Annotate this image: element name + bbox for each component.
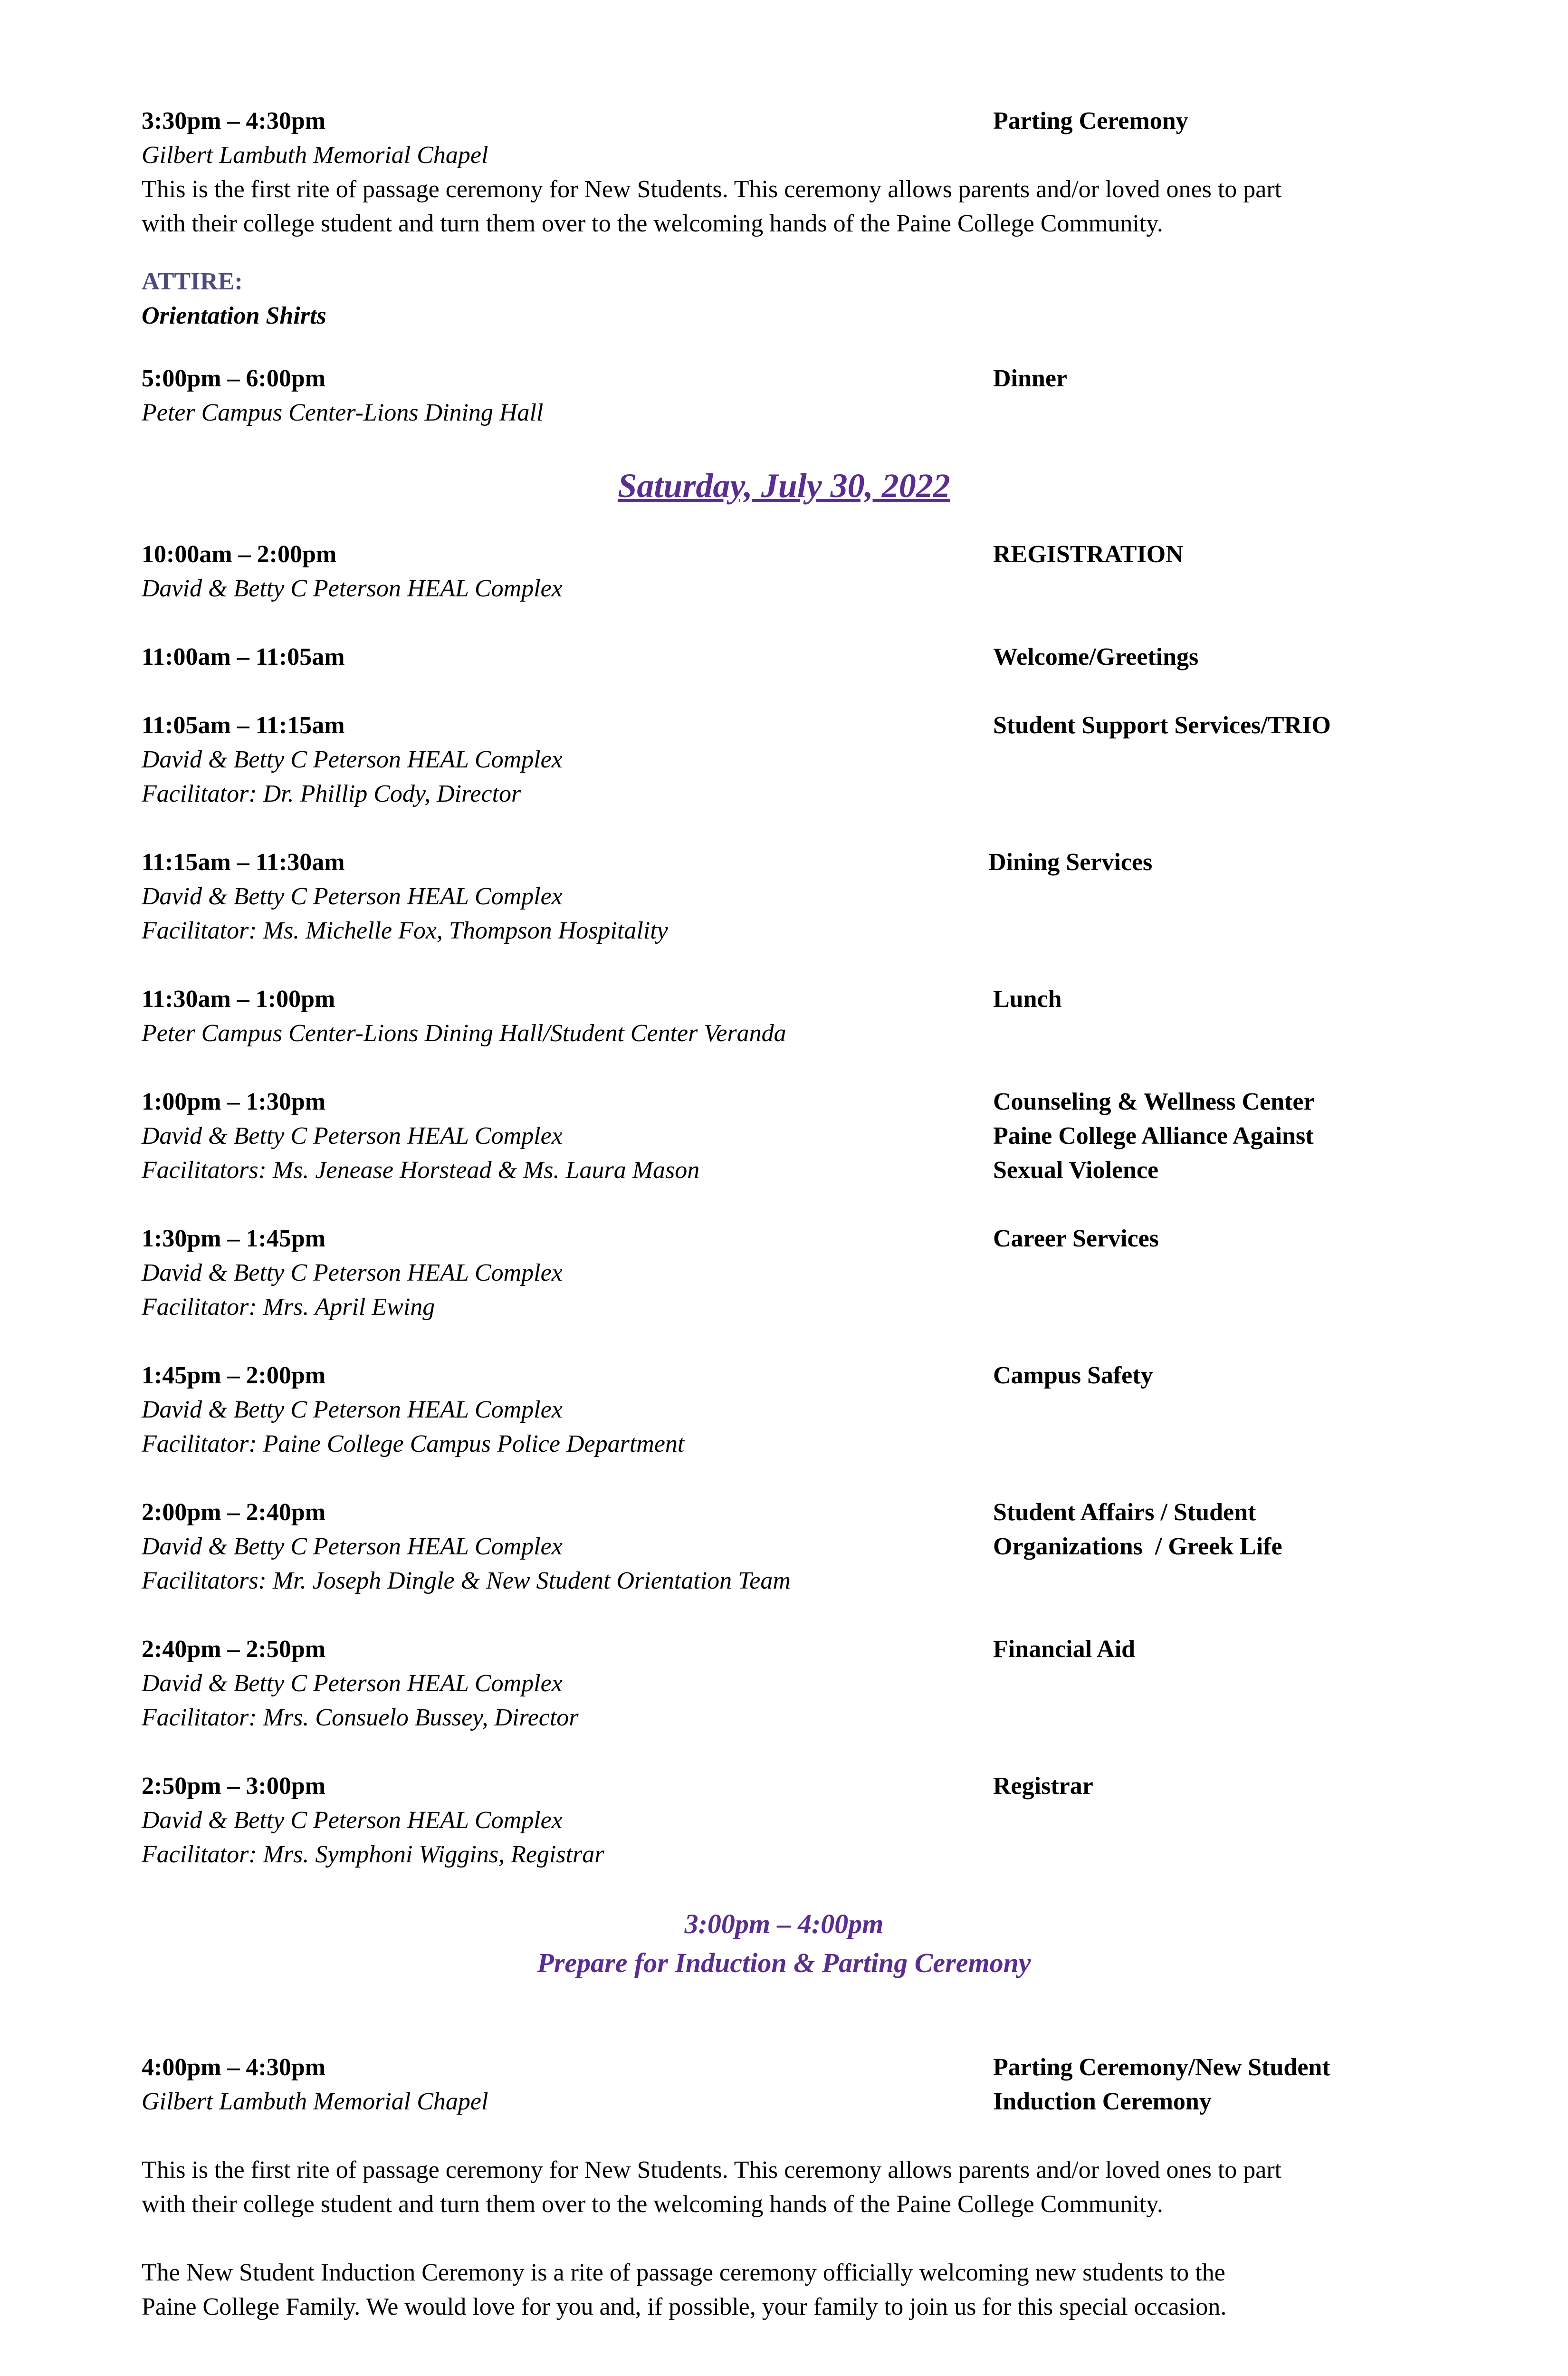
session-title: Registrar	[993, 1772, 1093, 1800]
session-time: 11:00am – 11:05am	[142, 643, 345, 671]
event-title-line2: Induction Ceremony	[993, 2088, 1212, 2115]
session-location: David & Betty C Peterson HEAL Complex	[142, 1670, 563, 1697]
event-description: with their college student and turn them over to the welcoming hands of the Paine College Community.	[142, 2191, 1163, 2218]
event-title: Parting Ceremony	[993, 107, 1188, 134]
event-title: Parting Ceremony/New Student	[993, 2054, 1330, 2081]
session-time: 11:15am – 11:30am	[142, 849, 345, 876]
event-time: 3:30pm – 4:30pm	[142, 107, 326, 134]
day-heading: Saturday, July 30, 2022	[618, 467, 950, 505]
session-time: 10:00am – 2:00pm	[142, 541, 337, 568]
session-title: REGISTRATION	[993, 541, 1184, 568]
session-time: 1:30pm – 1:45pm	[142, 1225, 326, 1252]
session-title: Lunch	[993, 986, 1062, 1013]
event-description: This is the first rite of passage ceremony for New Students. This ceremony allows parents and/or loved ones to part	[142, 176, 1282, 203]
attire-label: ATTIRE:	[142, 268, 243, 295]
event-description: This is the first rite of passage ceremony for New Students. This ceremony allows parents and/or loved ones to part	[142, 2156, 1282, 2184]
event-description: Paine College Family. We would love for you and, if possible, your family to join us for this special occasion.	[142, 2293, 1227, 2320]
session-title: Campus Safety	[993, 1362, 1153, 1389]
session-title: Student Affairs / Student	[993, 1499, 1256, 1526]
session-title: Dining Services	[988, 849, 1153, 876]
session-title: Career Services	[993, 1225, 1159, 1252]
session-time: 11:05am – 11:15am	[142, 712, 345, 739]
event-time: 4:00pm – 4:30pm	[142, 2054, 326, 2081]
attire-value: Orientation Shirts	[142, 302, 326, 329]
event-location: Gilbert Lambuth Memorial Chapel	[142, 142, 488, 169]
session-time: 11:30am – 1:00pm	[142, 986, 335, 1013]
event-description: with their college student and turn them over to the welcoming hands of the Paine College Community.	[142, 210, 1163, 237]
session-location: David & Betty C Peterson HEAL Complex	[142, 575, 563, 602]
session-facilitator: Facilitator: Mrs. Consuelo Bussey, Director	[142, 1704, 579, 1731]
session-time: 1:45pm – 2:00pm	[142, 1362, 326, 1389]
session-facilitator: Facilitator: Paine College Campus Police Department	[142, 1430, 685, 1457]
session-title: Student Support Services/TRIO	[993, 712, 1331, 739]
session-location: David & Betty C Peterson HEAL Complex	[142, 1533, 563, 1560]
session-time: 2:00pm – 2:40pm	[142, 1499, 326, 1526]
event-location: Gilbert Lambuth Memorial Chapel	[142, 2088, 488, 2115]
session-facilitator: Facilitator: Mrs. Symphoni Wiggins, Registrar	[142, 1841, 604, 1868]
session-facilitator: Facilitators: Ms. Jenease Horstead & Ms. Laura Mason	[142, 1157, 700, 1184]
session-location: Peter Campus Center-Lions Dining Hall/Student Center Veranda	[142, 1020, 786, 1047]
session-facilitator: Facilitator: Dr. Phillip Cody, Director	[142, 780, 521, 807]
session-title: Welcome/Greetings	[993, 643, 1199, 671]
session-title-line2: Organizations / Greek Life	[993, 1533, 1282, 1560]
session-facilitator: Facilitator: Mrs. April Ewing	[142, 1293, 435, 1321]
session-location: David & Betty C Peterson HEAL Complex	[142, 1122, 563, 1150]
prepare-time: 3:00pm – 4:00pm	[684, 1908, 884, 1939]
event-time: 5:00pm – 6:00pm	[142, 365, 326, 392]
session-location: David & Betty C Peterson HEAL Complex	[142, 1396, 563, 1423]
session-location: David & Betty C Peterson HEAL Complex	[142, 1259, 563, 1286]
session-time: 2:40pm – 2:50pm	[142, 1636, 326, 1663]
event-description: The New Student Induction Ceremony is a rite of passage ceremony officially welcoming new students to the	[142, 2259, 1225, 2286]
session-time: 1:00pm – 1:30pm	[142, 1088, 326, 1115]
session-facilitator: Facilitators: Mr. Joseph Dingle & New Student Orientation Team	[142, 1567, 791, 1594]
session-title-line3: Sexual Violence	[993, 1157, 1159, 1184]
session-location: David & Betty C Peterson HEAL Complex	[142, 746, 563, 773]
session-facilitator: Facilitator: Ms. Michelle Fox, Thompson Hospitality	[142, 917, 668, 944]
session-title: Financial Aid	[993, 1636, 1136, 1663]
session-time: 2:50pm – 3:00pm	[142, 1772, 326, 1800]
event-title: Dinner	[993, 365, 1067, 392]
prepare-title: Prepare for Induction & Parting Ceremony	[537, 1947, 1031, 1978]
event-location: Peter Campus Center-Lions Dining Hall	[142, 399, 544, 426]
session-location: David & Betty C Peterson HEAL Complex	[142, 883, 563, 910]
session-location: David & Betty C Peterson HEAL Complex	[142, 1807, 563, 1834]
session-title: Counseling & Wellness Center	[993, 1088, 1315, 1115]
session-title-line2: Paine College Alliance Against	[993, 1122, 1314, 1150]
